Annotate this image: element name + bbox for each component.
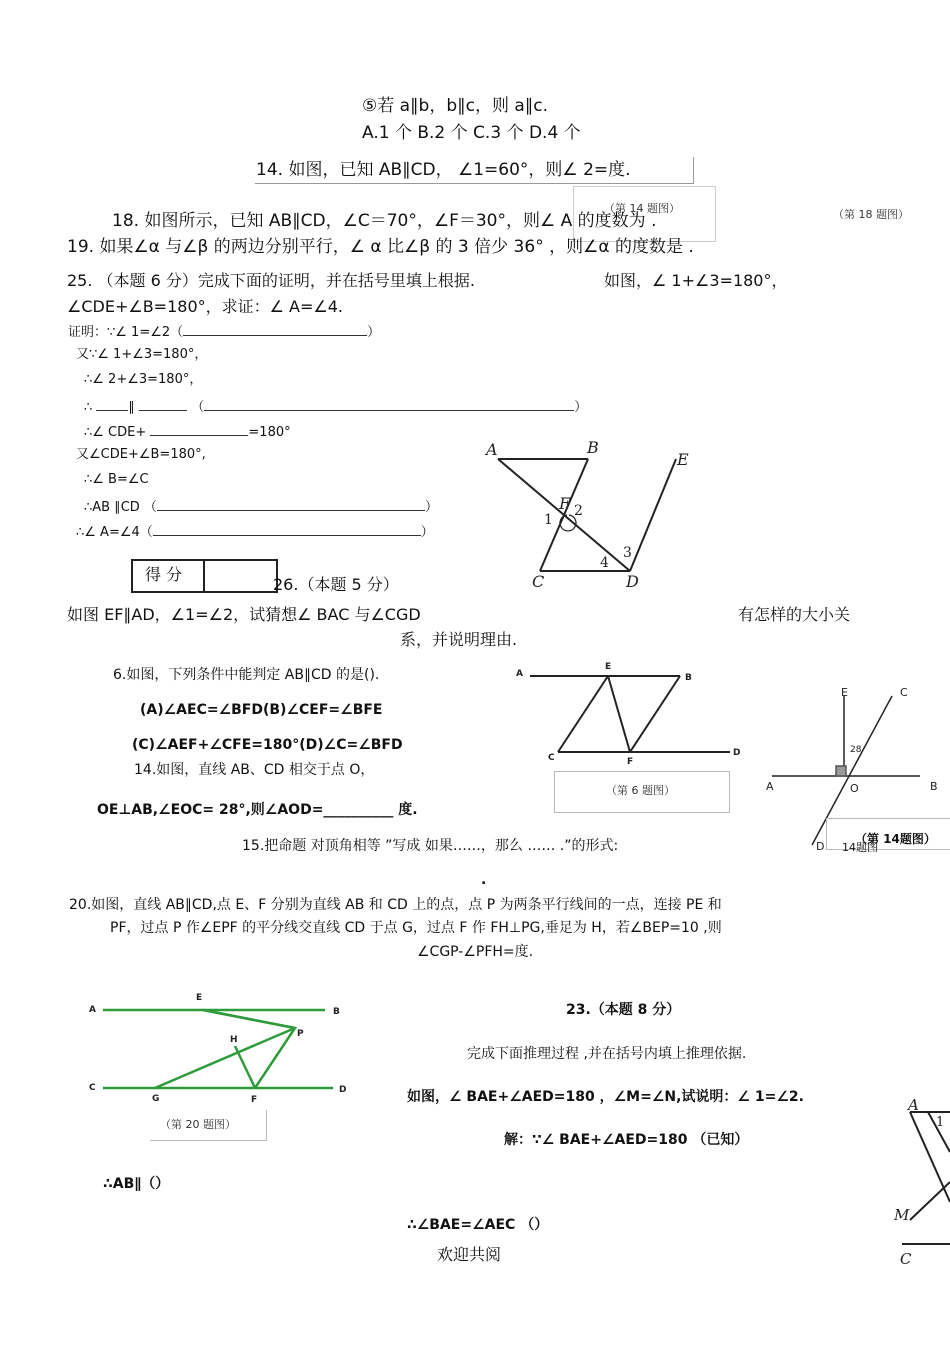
proof-line-8: ∴AB ∥CD （ ）: [84, 500, 438, 515]
answer-options: A.1 个 B.2 个 C.3 个 D.4 个: [362, 123, 581, 143]
question-19: 19. 如果∠α 与∠β 的两边分别平行，∠ α 比∠β 的 3 倍少 36° ，则∠α 的度数是 .: [67, 237, 694, 257]
score-box: [131, 559, 278, 593]
fig-angle-3: 3: [623, 545, 632, 561]
footer: 欢迎共阅: [437, 1245, 502, 1264]
q20-figure: [85, 990, 355, 1110]
proof-line-5: ∴∠ CDE+ =180°: [84, 425, 291, 440]
q14-label-D: D: [816, 840, 825, 853]
q15-dot: .: [481, 872, 487, 888]
q23-label-M: M: [894, 1206, 910, 1224]
question-23: 23.（本题 8 分）: [566, 1002, 681, 1018]
question-26: 26.（本题 5 分）: [273, 575, 399, 594]
fig-label-F: F: [559, 494, 571, 513]
q23-instructions: 完成下面推理过程 ,并在括号内填上推理依据.: [467, 1046, 747, 1062]
q20-label-C: C: [89, 1083, 96, 1093]
question-15: 15.把命题 对顶角相等 ”写成 如果……，那么 …… .”的形式:: [242, 838, 619, 854]
question-14: 14. 如图，已知 AB∥CD， ∠1=60°，则∠ 2=度.: [256, 160, 631, 180]
proof-line-1: 证明：∵∠ 1=∠2（ ）: [68, 325, 381, 340]
proof-line-4: ∴ ∥ （ ）: [84, 400, 588, 415]
q6-label-E: E: [605, 662, 612, 672]
q23-step-2: ∴∠BAE=∠AEC （）: [407, 1217, 549, 1233]
question-14b: 14.如图，直线 AB、CD 相交于点 O，: [134, 762, 375, 778]
q23-angle-1: 1: [936, 1115, 945, 1130]
question-6: 6.如图，下列条件中能判定 AB∥CD 的是().: [113, 667, 380, 683]
q23-figure: [888, 1092, 950, 1272]
q14-label-E: E: [841, 686, 848, 699]
q23-step-1: ∴AB∥（）: [103, 1176, 170, 1192]
q20-label-E: E: [196, 993, 203, 1003]
q6-caption: （第 6 题图）: [606, 784, 675, 797]
q26-text-3: 系，并说明理由.: [400, 630, 518, 649]
q20-label-G: G: [152, 1094, 160, 1104]
fig-label-D: D: [626, 572, 639, 591]
q20-text-2: PF，过点 P 作∠EPF 的平分线交直线 CD 于点 G，过点 F 作 FH⊥PG,垂足为 H，若∠BEP=10 ,则: [110, 920, 722, 936]
q23-solution: 解：∵∠ BAE+∠AED=180 （已知）: [504, 1132, 749, 1148]
question-25: 25. （本题 6 分）完成下面的证明，并在括号里填上根据.: [67, 271, 475, 290]
q26-text-2: 有怎样的大小关: [738, 605, 851, 624]
fig-label-E: E: [677, 450, 689, 469]
fig-angle-2: 2: [574, 503, 583, 519]
proof-line-7: ∴∠ B=∠C: [84, 472, 149, 487]
q20-label-P: P: [297, 1029, 304, 1039]
q25-given: 如图，∠ 1+∠3=180°，: [604, 271, 788, 290]
option-5: ⑤若 a∥b，b∥c，则 a∥c.: [362, 96, 549, 116]
q26-text: 如图 EF∥AD，∠1=∠2，试猜想∠ BAC 与∠CGD: [67, 605, 421, 624]
q6-label-A: A: [516, 669, 523, 679]
q6-label-B: B: [685, 673, 692, 683]
q14-label-O: O: [850, 782, 859, 795]
q14-caption-small: 14题图: [842, 841, 878, 854]
q25-prove: ∠CDE+∠B=180°，求证：∠ A=∠4.: [67, 297, 344, 316]
q14-caption: （第 14 题图）: [604, 202, 680, 215]
proof-line-2: 又∵∠ 1+∠3=180°，: [76, 347, 208, 362]
question-18: 18. 如图所示，已知 AB∥CD，∠C＝70°，∠F＝30°，则∠ A 的度数为 .: [112, 211, 657, 231]
q14-caption-b: （第 14题图）: [855, 832, 936, 846]
q6-figure: [510, 660, 750, 770]
fig-angle-4: 4: [600, 555, 609, 571]
q14-text: OE⊥AB,∠EOC= 28°,则∠AOD=__________ 度.: [97, 802, 418, 818]
q6-option-cd: (C)∠AEF+∠CFE=180°(D)∠C=∠BFD: [132, 737, 403, 753]
proof-line-6: 又∠CDE+∠B=180°,: [76, 447, 206, 462]
fig-angle-1: 1: [544, 512, 553, 528]
q20-label-D: D: [339, 1085, 347, 1095]
q18-caption: （第 18 题图）: [833, 208, 909, 221]
q6-label-D: D: [733, 748, 741, 758]
proof-line-3: ∴∠ 2+∠3=180°，: [84, 372, 203, 387]
q20-label-F: F: [251, 1095, 258, 1105]
q14-label-A: A: [766, 780, 774, 793]
q14-label-B: B: [930, 780, 938, 793]
q14-label-C: C: [900, 686, 908, 699]
q20-text-3: ∠CGP-∠PFH=度.: [417, 944, 534, 960]
q14-angle-28: 28: [850, 745, 862, 755]
q20-caption: （第 20 题图）: [160, 1118, 236, 1131]
fig-label-C: C: [532, 572, 545, 591]
q25-figure: [480, 435, 700, 595]
fig-label-B: B: [587, 438, 599, 457]
q23-label-C: C: [900, 1250, 912, 1268]
q23-label-A: A: [908, 1096, 919, 1114]
q20-label-H: H: [230, 1035, 238, 1045]
q6-label-F: F: [627, 757, 634, 767]
q20-label-A: A: [89, 1005, 96, 1015]
proof-line-9: ∴∠ A=∠4（ ）: [76, 525, 434, 540]
q23-given: 如图，∠ BAE+∠AED=180 ，∠M=∠N,试说明：∠ 1=∠2.: [407, 1089, 804, 1105]
question-20: 20.如图，直线 AB∥CD,点 E、F 分别为直线 AB 和 CD 上的点，点 P 为两条平行线间的一点，连接 PE 和: [69, 897, 722, 913]
q20-label-B: B: [333, 1007, 340, 1017]
fig-label-A: A: [486, 440, 498, 459]
q6-option-ab: (A)∠AEC=∠BFD(B)∠CEF=∠BFE: [140, 702, 383, 718]
q6-label-C: C: [548, 753, 555, 763]
score-label: 得 分: [145, 565, 183, 584]
